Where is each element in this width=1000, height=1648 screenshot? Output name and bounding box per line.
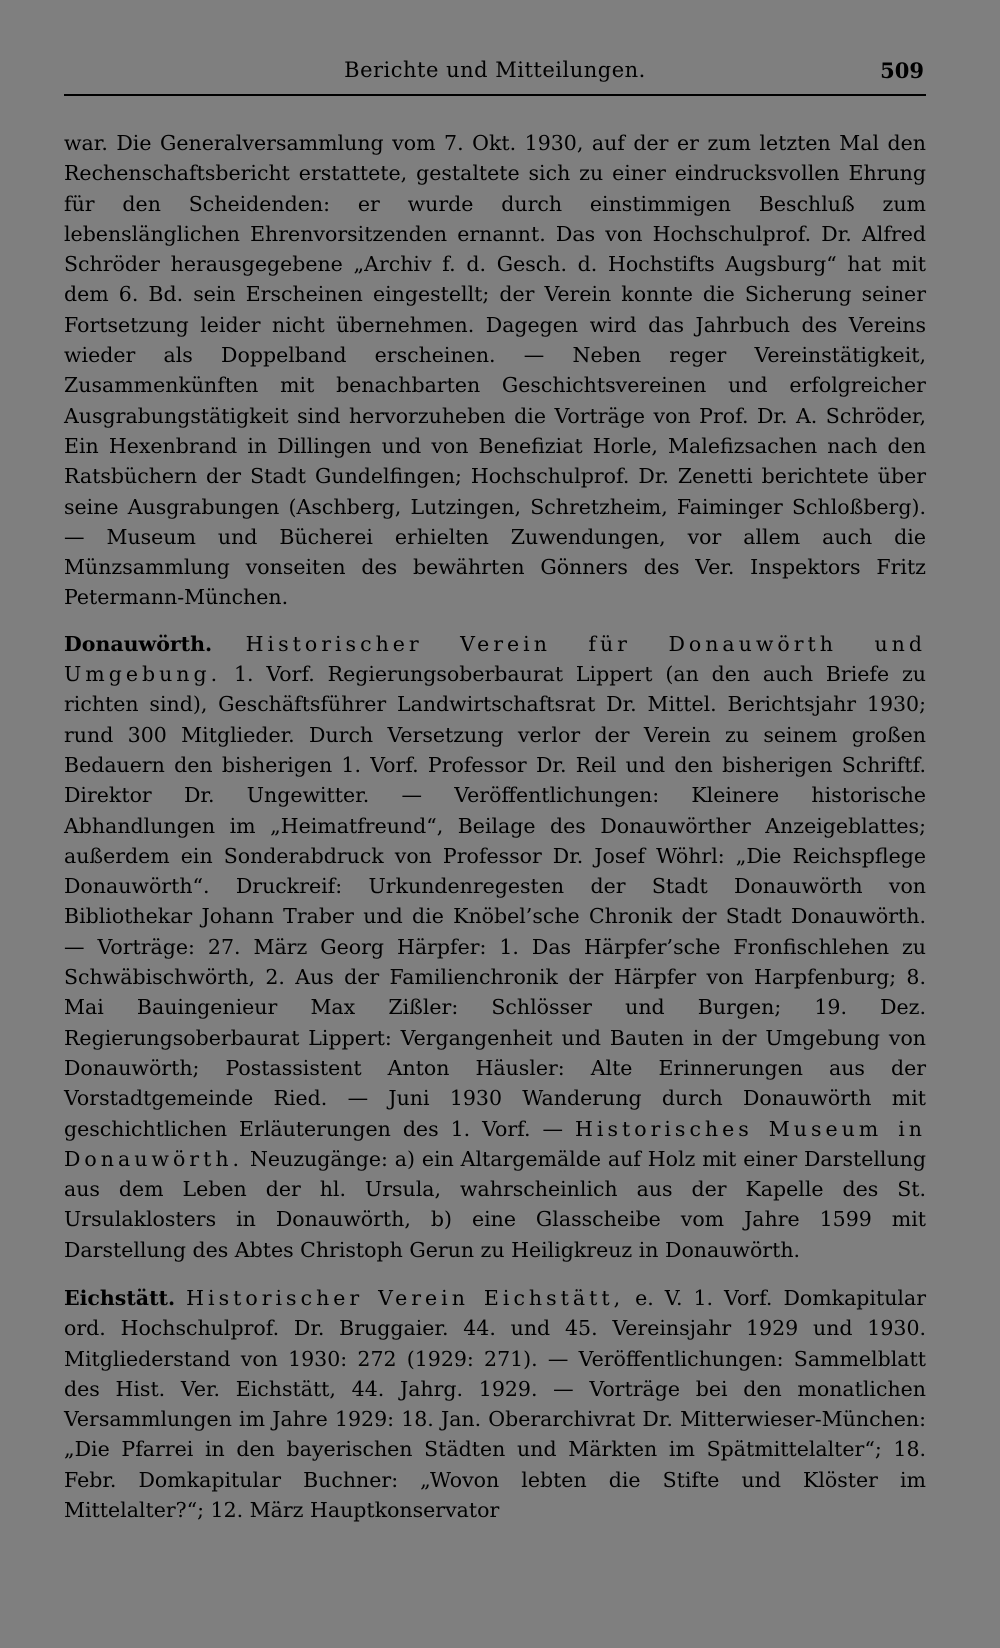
running-header-title: Berichte und Mitteilungen. — [344, 58, 646, 82]
page-number: 509 — [880, 58, 924, 83]
paragraph-donauwoerth — [64, 629, 926, 1265]
paragraph-donauwoerth-museum-text: Neuzugänge: a) ein Altargemälde auf Holz mit einer Darstellung aus dem Leben der hl. Ursula, wahrscheinlich aus der Kapelle des St. Ursulaklosters in Donauwörth, b) eine Glasscheibe vom Jahre 1599 mit Darstellung des Abtes Christoph Gerun zu Heiligkreuz in Donauwörth. — [64, 1146, 926, 1262]
body-text — [64, 128, 926, 1525]
paragraph-eichstaett — [64, 1283, 926, 1525]
place-heading-donauwoerth: Donauwörth. — [64, 631, 213, 656]
header-rule — [64, 94, 926, 96]
society-name-eichstaett: Historischer Verein Eichstätt, — [186, 1285, 625, 1310]
museum-name-donauwoerth: Historisches Museum in Donauwörth. — [64, 1116, 926, 1171]
running-header — [64, 58, 926, 92]
paragraph-eichstaett-text: e. V. 1. Vorf. Domkapitular ord. Hochschulprof. Dr. Bruggaier. 44. und 45. Vereinsjahr 1929 und 1930. Mitgliederstand von 1930: 272 (1929: 271). — Veröffentlichungen: Sammelblatt des Hist. Ver. Eichstätt, 44. Jahrg. 1929. — Vorträge bei den monatlichen Versammlungen im Jahre 1929: 18. Jan. Oberarchivrat Dr. Mitterwieser-München: „Die Pfarrei in den bayerischen Städten und Märkten im Spätmittelalter“; 18. Febr. Domkapitular Buchner: „Wovon lebten die Stifte und Klöster im Mittelalter?“; 12. März Hauptkonservator — [64, 1285, 926, 1523]
paragraph-donauwoerth-text: 1. Vorf. Regierungsoberbaurat Lippert (an den auch Briefe zu richten sind), Geschäftsführer Landwirtschaftsrat Dr. Mittel. Berichtsjahr 1930; rund 300 Mitglieder. Durch Versetzung verlor der Verein zu seinem großen Bedauern den bisherigen 1. Vorf. Professor Dr. Reil und den bisherigen Schriftf. Direktor Dr. Ungewitter. — Veröffentlichungen: Kleinere historische Abhandlungen im „Heimatfreund“, Beilage des Donauwörther Anzeigeblattes; außerdem ein Sonderabdruck von Professor Dr. Josef Wöhrl: „Die Reichspflege Donauwörth“. Druckreif: Urkundenregesten der Stadt Donauwörth von Bibliothekar Johann Traber und die Knöbel’sche Chronik der Stadt Donauwörth. — Vorträge: 27. März Georg Härpfer: 1. Das Härpfer’sche Fronfischlehen zu Schwäbischwörth, 2. Aus der Familienchronik der Härpfer von Harpfenburg; 8. Mai Bauingenieur Max Zißler: Schlösser und Burgen; 19. Dez. Regierungsoberbaurat Lippert: Vergangenheit und Bauten in der Umgebung von Donauwörth; Postassistent Anton Häusler: Alte Erinnerungen aus der Vorstadtgemeinde Ried. — Juni 1930 Wanderung durch Donauwörth mit geschichtlichen Erläuterungen des 1. Vorf. — — [64, 662, 926, 1141]
paragraph-augsburg-continuation: war. Die Generalversammlung vom 7. Okt. 1930, auf der er zum letzten Mal den Rechenschaftsbericht erstattete, gestaltete sich zu einer eindrucksvollen Ehrung für den Scheidenden: er wurde durch einstimmigen Beschluß zum lebenslänglichen Ehrenvorsitzenden ernannt. Das von Hochschulprof. Dr. Alfred Schröder herausgegebene „Archiv f. d. Gesch. d. Hochstifts Augsburg“ hat mit dem 6. Bd. sein Erscheinen eingestellt; der Verein konnte die Sicherung seiner Fortsetzung leider nicht übernehmen. Dagegen wird das Jahrbuch des Vereins wieder als Doppelband erscheinen. — Neben reger Vereinstätigkeit, Zusammenkünften mit benachbarten Geschichtsvereinen und erfolgreicher Ausgrabungstätigkeit sind hervorzuheben die Vorträge von Prof. Dr. A. Schröder, Ein Hexenbrand in Dillingen und von Benefiziat Horle, Malefizsachen nach den Ratsbüchern der Stadt Gundelfingen; Hochschulprof. Dr. Zenetti berichtete über seine Ausgrabungen (Aschberg, Lutzingen, Schretzheim, Faiminger Schloßberg). — Museum und Bücherei erhielten Zuwendungen, vor allem auch die Münzsammlung vonseiten des bewährten Gönners des Ver. Inspektors Fritz Petermann-München. — [64, 131, 926, 610]
place-heading-eichstaett: Eichstätt. — [64, 1285, 176, 1310]
society-name-donauwoerth: Historischer Verein für Donauwörth und Umgebung. — [64, 631, 926, 687]
